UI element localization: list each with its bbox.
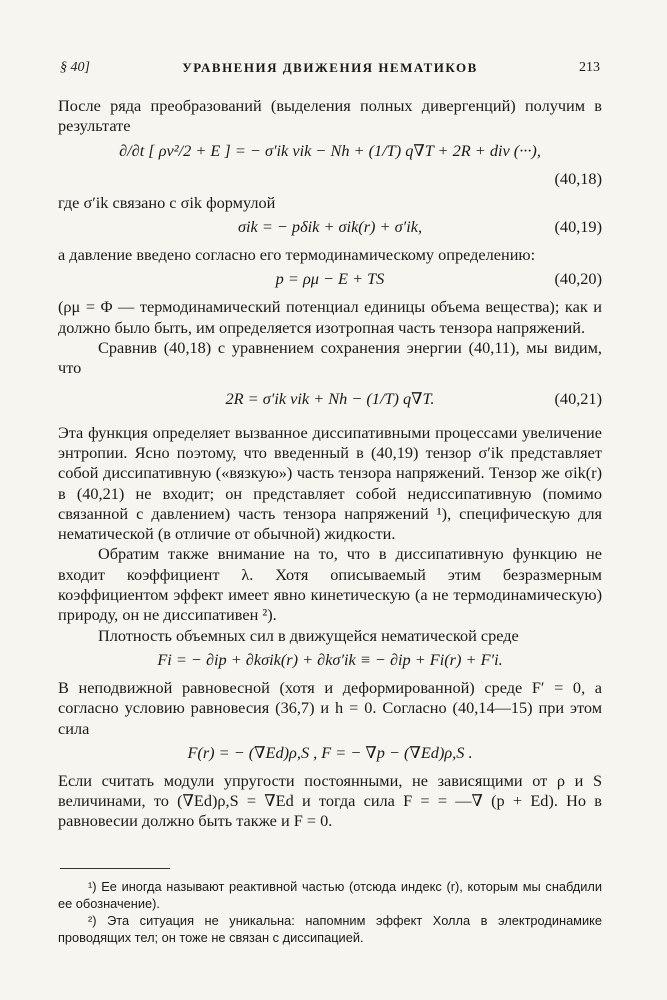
equation-40-21-formula: 2R = σ′ik vik + Nh − (1/T) q∇T. — [225, 388, 435, 408]
footnote-divider — [60, 868, 170, 869]
page-header — [60, 60, 600, 82]
equation-40-21 — [58, 389, 602, 413]
equation-force-density-formula: Fi = − ∂ip + ∂kσik(r) + ∂kσ′ik ≡ − ∂ip + Fi(r) + F′i. — [157, 649, 503, 669]
paragraph-7: Обратим также внимание на то, что в диссипативную функцию не входит коэффициент λ. Хотя описываемый этим безразмерным коэффициентом эффект имеет явно кинетическую (а не термодинамическую) природу, он не диссипативен ²). — [58, 544, 602, 625]
paragraph-10: Если считать модули упругости постоянными, не зависящими от ρ и S величинами, то (∇Ed)ρ,S = ∇Ed и тогда сила F = = —∇ (p + Ed). Но в равновесии должно быть также и F = 0. — [58, 770, 602, 831]
paragraph-9: В неподвижной равновесной (хотя и деформированной) среде F′ = 0, а согласно условию равновесия (36,7) и h = 0. Согласно (40,14—15) при этом сила — [58, 677, 602, 738]
equation-40-19 — [58, 217, 602, 241]
paragraph-1: После ряда преобразований (выделения полных дивергенций) получим в результате — [58, 96, 602, 136]
running-title: УРАВНЕНИЯ ДВИЖЕНИЯ НЕМАТИКОВ — [182, 60, 478, 75]
paragraph-3: а давление введено согласно его термодинамическому определению: — [58, 245, 536, 265]
equation-40-20 — [58, 269, 602, 293]
equation-force-density — [58, 650, 602, 674]
footnote-1: ¹) Ее иногда называют реактивной частью (отсюда индекс (r), которым мы снабдили ее обозначение). — [58, 879, 602, 911]
paragraph-8: Плотность объемных сил в движущейся нематической среде — [98, 625, 519, 645]
equation-40-19-number: (40,19) — [554, 217, 602, 237]
equation-40-21-number: (40,21) — [554, 388, 602, 408]
paragraph-2: где σ′ik связано с σik формулой — [58, 192, 276, 212]
equation-40-20-formula: p = ρμ − E + TS — [275, 269, 385, 289]
equation-40-18 — [58, 141, 602, 165]
page-body — [58, 96, 602, 832]
equation-40-18-number: (40,18) — [554, 168, 602, 188]
footnote-2: ²) Эта ситуация не уникальна: напомним эффект Холла в электродинамике проводящих тел; он тоже не связан с диссипацией. — [58, 913, 602, 945]
equation-40-18-formula: ∂/∂t [ ρv²/2 + E ] = − σ′ik vik − Nh + (1/T) q∇T + 2R + div (···), — [119, 140, 541, 160]
section-number: § 40] — [60, 60, 90, 75]
equation-equilibrium-force-formula: F(r) = − (∇Ed)ρ,S , F = − ∇p − (∇Ed)ρ,S . — [187, 742, 473, 762]
footnotes — [58, 878, 602, 946]
paragraph-6: Эта функция определяет вызванное диссипативными процессами увеличение энтропии. Ясно поэтому, что введенный в (40,19) тензор σ′ik представляет собой диссипативную («вязкую») часть тензора напряжений. Тензор же σik(r) в (40,21) не входит; он представляет собой недиссипативную (помимо связанной с давлением) часть тензора напряжений ¹), специфическую для нематической (в отличие от обычной) жидкости. — [58, 422, 602, 544]
page-number: 213 — [579, 60, 600, 75]
equation-equilibrium-force — [58, 743, 602, 767]
paragraph-5: Сравнив (40,18) с уравнением сохранения энергии (40,11), мы видим, что — [58, 338, 602, 378]
equation-40-20-number: (40,20) — [554, 269, 602, 289]
equation-40-19-formula: σik = − pδik + σik(r) + σ′ik, — [237, 217, 423, 237]
paragraph-4: (ρμ = Φ — термодинамический потенциал единицы объема вещества); как и должно было быть, им определяется изотропная часть тензора напряжений. — [58, 297, 602, 337]
